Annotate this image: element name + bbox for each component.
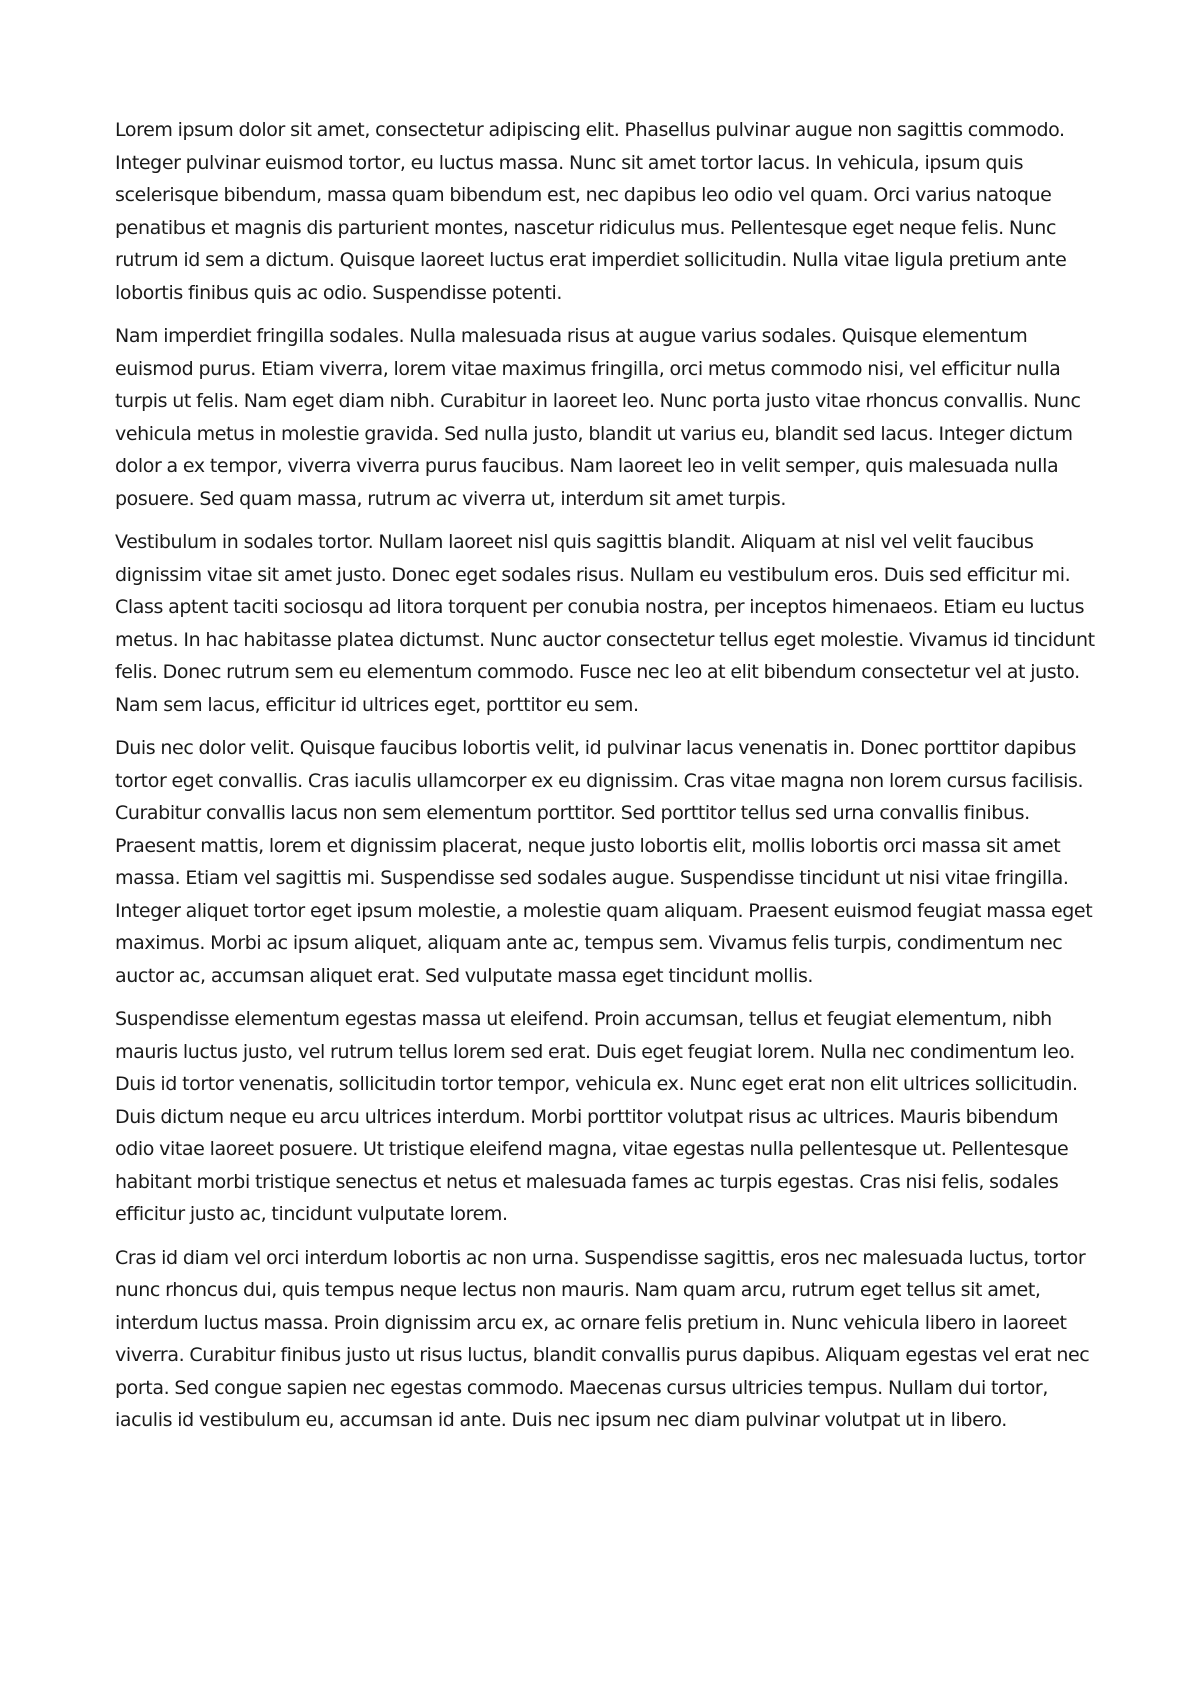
paragraph-4: Duis nec dolor velit. Quisque faucibus lobortis velit, id pulvinar lacus venenatis in. Donec porttitor dapibus tortor eget convallis. Cras iaculis ullamcorper ex eu dignissim. Cras vitae magna non lorem cursus facilisis. Curabitur convallis lacus non sem elementum porttitor. Sed porttitor tellus sed urna convallis finibus. Praesent mattis, lorem et dignissim placerat, neque justo lobortis elit, mollis lobortis orci massa sit amet massa. Etiam vel sagittis mi. Suspendisse sed sodales augue. Suspendisse tincidunt ut nisi vitae fringilla. Integer aliquet tortor eget ipsum molestie, a molestie quam aliquam. Praesent euismod feugiat massa eget maximus. Morbi ac ipsum aliquet, aliquam ante ac, tempus sem. Vivamus felis turpis, condimentum nec auctor ac, accumsan aliquet erat. Sed vulputate massa eget tincidunt mollis. (115, 737, 1093, 987)
paragraph-6: Cras id diam vel orci interdum lobortis ac non urna. Suspendisse sagittis, eros nec malesuada luctus, tortor nunc rhoncus dui, quis tempus neque lectus non mauris. Nam quam arcu, rutrum eget tellus sit amet, interdum luctus massa. Proin dignissim arcu ex, ac ornare felis pretium in. Nunc vehicula libero in laoreet viverra. Curabitur finibus justo ut risus luctus, blandit convallis purus dapibus. Aliquam egestas vel erat nec porta. Sed congue sapien nec egestas commodo. Maecenas cursus ultricies tempus. Nullam dui tortor, iaculis id vestibulum eu, accumsan id ante. Duis nec ipsum nec diam pulvinar volutpat ut in libero. (115, 1246, 1090, 1431)
paragraph-5: Suspendisse elementum egestas massa ut eleifend. Proin accumsan, tellus et feugiat elementum, nibh mauris luctus justo, vel rutrum tellus lorem sed erat. Duis eget feugiat lorem. Nulla nec condimentum leo. Duis id tortor venenatis, sollicitudin tortor tempor, vehicula ex. Nunc eget erat non elit ultrices sollicitudin. Duis dictum neque eu arcu ultrices interdum. Morbi porttitor volutpat risus ac ultrices. Mauris bibendum odio vitae laoreet posuere. Ut tristique eleifend magna, vitae egestas nulla pellentesque ut. Pellentesque habitant morbi tristique senectus et netus et malesuada fames ac turpis egestas. Cras nisi felis, sodales efficitur justo ac, tincidunt vulputate lorem. (115, 1008, 1078, 1225)
paragraph-3: Vestibulum in sodales tortor. Nullam laoreet nisl quis sagittis blandit. Aliquam at nisl vel velit faucibus dignissim vitae sit amet justo. Donec eget sodales risus. Nullam eu vestibulum eros. Duis sed efficitur mi. Class aptent taciti sociosqu ad litora torquent per conubia nostra, per inceptos himenaeos. Etiam eu luctus metus. In hac habitasse platea dictumst. Nunc auctor consectetur tellus eget molestie. Vivamus id tincidunt felis. Donec rutrum sem eu elementum commodo. Fusce nec leo at elit bibendum consectetur vel at justo. Nam sem lacus, efficitur id ultrices eget, porttitor eu sem. (115, 531, 1095, 716)
paragraph-1: Lorem ipsum dolor sit amet, consectetur adipiscing elit. Phasellus pulvinar augue non sagittis commodo. Integer pulvinar euismod tortor, eu luctus massa. Nunc sit amet tortor lacus. In vehicula, ipsum quis scelerisque bibendum, massa quam bibendum est, nec dapibus leo odio vel quam. Orci varius natoque penatibus et magnis dis parturient montes, nascetur ridiculus mus. Pellentesque eget neque felis. Nunc rutrum id sem a dictum. Quisque laoreet luctus erat imperdiet sollicitudin. Nulla vitae ligula pretium ante lobortis finibus quis ac odio. Suspendisse potenti. (115, 119, 1067, 304)
document-body (115, 114, 1095, 1448)
paragraph-2: Nam imperdiet fringilla sodales. Nulla malesuada risus at augue varius sodales. Quisque elementum euismod purus. Etiam viverra, lorem vitae maximus fringilla, orci metus commodo nisi, vel efficitur nulla turpis ut felis. Nam eget diam nibh. Curabitur in laoreet leo. Nunc porta justo vitae rhoncus convallis. Nunc vehicula metus in molestie gravida. Sed nulla justo, blandit ut varius eu, blandit sed lacus. Integer dictum dolor a ex tempor, viverra viverra purus faucibus. Nam laoreet leo in velit semper, quis malesuada nulla posuere. Sed quam massa, rutrum ac viverra ut, interdum sit amet turpis. (115, 325, 1081, 510)
